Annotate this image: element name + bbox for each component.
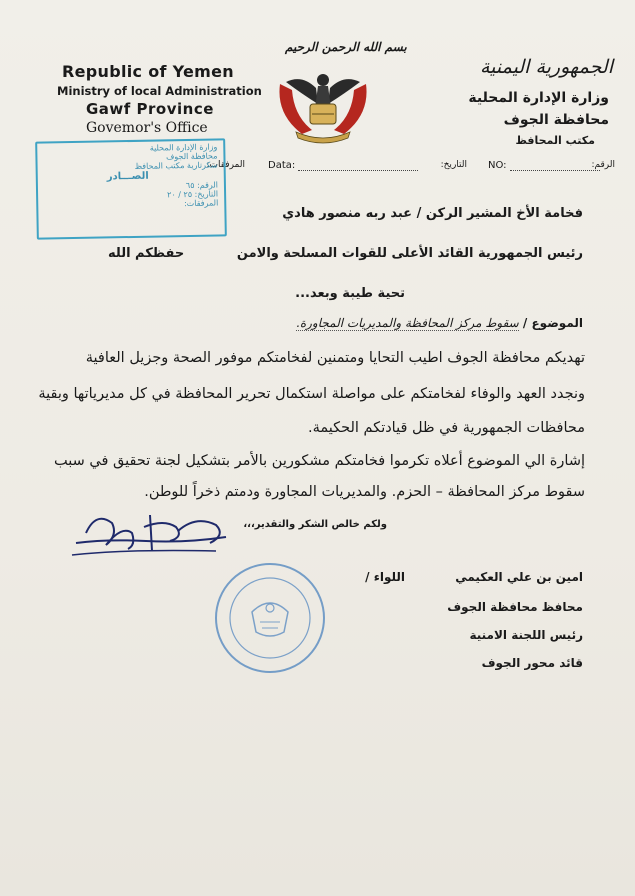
en-province: Gawf Province: [86, 100, 214, 118]
addressee-blessing: حفظكم الله: [108, 246, 185, 261]
stamp-line: سكرتارية مكتب المحافظ: [134, 160, 218, 171]
signatory-rank: اللواء /: [365, 570, 405, 584]
signatory-title: رئيس اللجنة الامنية: [469, 628, 583, 642]
yemen-eagle-emblem: [272, 64, 374, 148]
handwritten-signature: [66, 505, 236, 565]
stamp-line: وزارة الإدارة المحلية: [149, 142, 218, 153]
en-republic-title: Republic of Yemen: [62, 62, 234, 81]
greeting: تحية طيبة وبعد...: [295, 286, 405, 301]
subject-label: الموضوع /: [522, 316, 583, 330]
subject-line: [296, 316, 583, 330]
en-office: Govemor's Office: [86, 120, 208, 136]
signatory-title: محافظ محافظة الجوف: [447, 600, 583, 614]
stamp-line: التاريخ: ٢٥ / ٢٠: [167, 189, 219, 200]
stamp-line: المرفقات:: [183, 198, 219, 209]
addressee-line-1: فخامة الأخ المشير الركن / عبد ربه منصور هادي: [282, 206, 583, 221]
paragraph-line: إشارة الي الموضوع أعلاه تكرموا فخامتكم مشكورين بالأمر بتشكيل لجنة تحقيق في سبب: [54, 453, 585, 469]
data-label: Data:: [268, 160, 296, 171]
basmala: بسم الله الرحمن الرحيم: [285, 40, 407, 54]
attachments-label: المرفقات:: [206, 160, 245, 170]
subject-value: سقوط مركز المحافظة والمديريات المجاورة.: [296, 316, 519, 330]
paragraph-line: محافظات الجمهورية في ظل قيادتكم الحكيمة.: [307, 420, 585, 436]
paragraph-line: تهديكم محافظة الجوف اطيب التحايا ومتمنين لفخامتكم موفور الصحة وجزيل العافية: [85, 350, 585, 366]
date-field: [298, 160, 418, 171]
ar-republic-title: الجمهورية اليمنية: [479, 56, 613, 78]
paragraph-line: سقوط مركز المحافظة – الحزم. والمديريات المجاورة ودمتم ذخراً للوطن.: [144, 484, 585, 500]
number-field: [510, 160, 600, 171]
closing-line: ولكم خالص الشكر والتقدير،،،: [243, 519, 387, 530]
addressee-line-2: رئيس الجمهورية القائد الأعلى للقوات المسلحة والامن: [236, 246, 583, 261]
paragraph-line: ونجدد العهد والوفاء لفخامتكم على مواصلة استكمال تحرير المحافظة في كل مديرياتها وبقية: [38, 386, 585, 402]
no-label: NO:: [488, 160, 507, 171]
signatory-name: امين بن علي العكيمي: [455, 570, 583, 584]
ar-ministry: وزارة الإدارة المحلية: [468, 90, 609, 106]
ar-province: محافظة الجوف: [503, 112, 609, 128]
number-label: الرقم:: [591, 160, 615, 170]
en-ministry: Ministry of local Administration: [57, 84, 262, 98]
signatory-title: قائد محور الجوف: [481, 656, 583, 670]
stamp-line: محافظة الجوف: [166, 151, 218, 162]
stamp-line: الرقم: ٦٥: [185, 180, 219, 191]
date-label: التاريخ:: [440, 160, 467, 170]
stamp-line: الصـــادر: [106, 170, 149, 183]
outgoing-registry-stamp: [35, 138, 227, 239]
ar-office: مكتب المحافظ: [515, 134, 595, 147]
official-round-stamp: [212, 560, 328, 676]
